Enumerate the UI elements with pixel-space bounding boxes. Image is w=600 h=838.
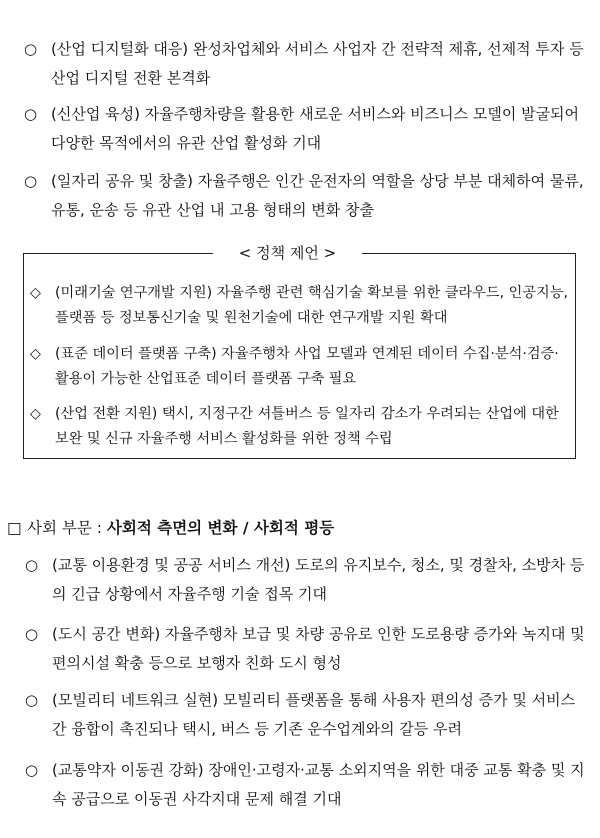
section-label: 사회 부문 : (27, 519, 107, 537)
item-text: 장애인·고령자·교통 소외지역을 위한 대중 교통 확충 및 지속 공급으로 이동권 사각지대 문제 해결 기대 (52, 761, 585, 808)
item-lead: (일자리 공유 및 창출) (51, 172, 193, 190)
circle-bullet-icon: ○ (24, 40, 38, 58)
list-item (24, 35, 588, 93)
item-lead: (모빌리티 네트워크 실현) (52, 691, 219, 709)
item-text: 자율주행은 인간 운전자의 역할을 상당 부분 대체하여 물류, 유통, 운송 등 유관 산업 내 고용 형태의 변화 창출 (51, 172, 584, 219)
policy-box-title: < 정책 제언 > (238, 244, 337, 262)
item-lead: (미래기술 연구개발 지원) (55, 285, 213, 301)
circle-bullet-icon: ○ (25, 761, 39, 779)
item-lead: (교통 이용환경 및 공공 서비스 개선) (52, 556, 291, 574)
square-bullet-icon: □ (7, 519, 22, 537)
diamond-bullet-icon: ◇ (30, 406, 41, 422)
item-lead: (산업 디지털화 대응) (51, 40, 189, 58)
diamond-bullet-icon: ◇ (30, 285, 41, 301)
item-text: 자율주행차 사업 모델과 연계된 데이터 수집·분석·검증·활용이 가능한 산업표준 데이터 플랫폼 구축 필요 (55, 346, 559, 387)
item-text: 모빌리티 플랫폼을 통해 사용자 편의성 증가 및 서비스 간 융합이 촉진되나 택시, 버스 등 기존 운수업계와의 갈등 우려 (52, 691, 576, 738)
circle-bullet-icon: ○ (24, 105, 38, 123)
policy-item (30, 281, 572, 331)
item-text: 자율주행차 보급 및 차량 공유로 인한 도로용량 증가와 녹지대 및 편의시설 확충 등으로 보행자 친화 도시 형성 (52, 625, 585, 672)
box-title-rule-right (362, 253, 576, 254)
list-item (25, 551, 588, 609)
circle-bullet-icon: ○ (24, 172, 38, 190)
circle-bullet-icon: ○ (25, 556, 39, 574)
circle-bullet-icon: ○ (25, 691, 39, 709)
list-item (25, 756, 588, 814)
item-lead: (신산업 육성) (51, 105, 140, 123)
item-text: 자율주행 관련 핵심기술 확보를 위한 클라우드, 인공지능, 플랫폼 등 정보통신기술 및 원천기술에 대한 연구개발 지원 확대 (55, 285, 568, 326)
policy-item (30, 402, 572, 452)
list-item (24, 167, 588, 225)
diamond-bullet-icon: ◇ (30, 346, 41, 362)
item-text: 자율주행차량을 활용한 새로운 서비스와 비즈니스 모델이 발굴되어 다양한 목적에서의 유관 산업 활성화 기대 (51, 105, 580, 152)
list-item (25, 620, 588, 678)
circle-bullet-icon: ○ (25, 625, 39, 643)
list-item (25, 686, 588, 744)
policy-item (30, 342, 572, 392)
item-lead: (교통약자 이동권 강화) (52, 761, 204, 779)
section-title: 사회적 측면의 변화 / 사회적 평등 (106, 519, 335, 537)
box-title-rule-left (23, 253, 213, 254)
item-lead: (산업 전환 지원) (55, 406, 158, 422)
item-text: 택시, 지정구간 셔틀버스 등 일자리 감소가 우려되는 산업에 대한 보완 및 신규 자율주행 서비스 활성화를 위한 정책 수립 (55, 406, 559, 447)
section-heading (7, 515, 334, 541)
list-item (24, 100, 588, 158)
item-lead: (표준 데이터 플랫폼 구축) (55, 346, 217, 362)
item-text: 완성차업체와 서비스 사업자 간 전략적 제휴, 선제적 투자 등 산업 디지털 전환 본격화 (51, 40, 584, 87)
item-text: 도로의 유지보수, 청소, 및 경찰차, 소방차 등의 긴급 상황에서 자율주행 기술 접목 기대 (52, 556, 585, 603)
item-lead: (도시 공간 변화) (52, 625, 161, 643)
